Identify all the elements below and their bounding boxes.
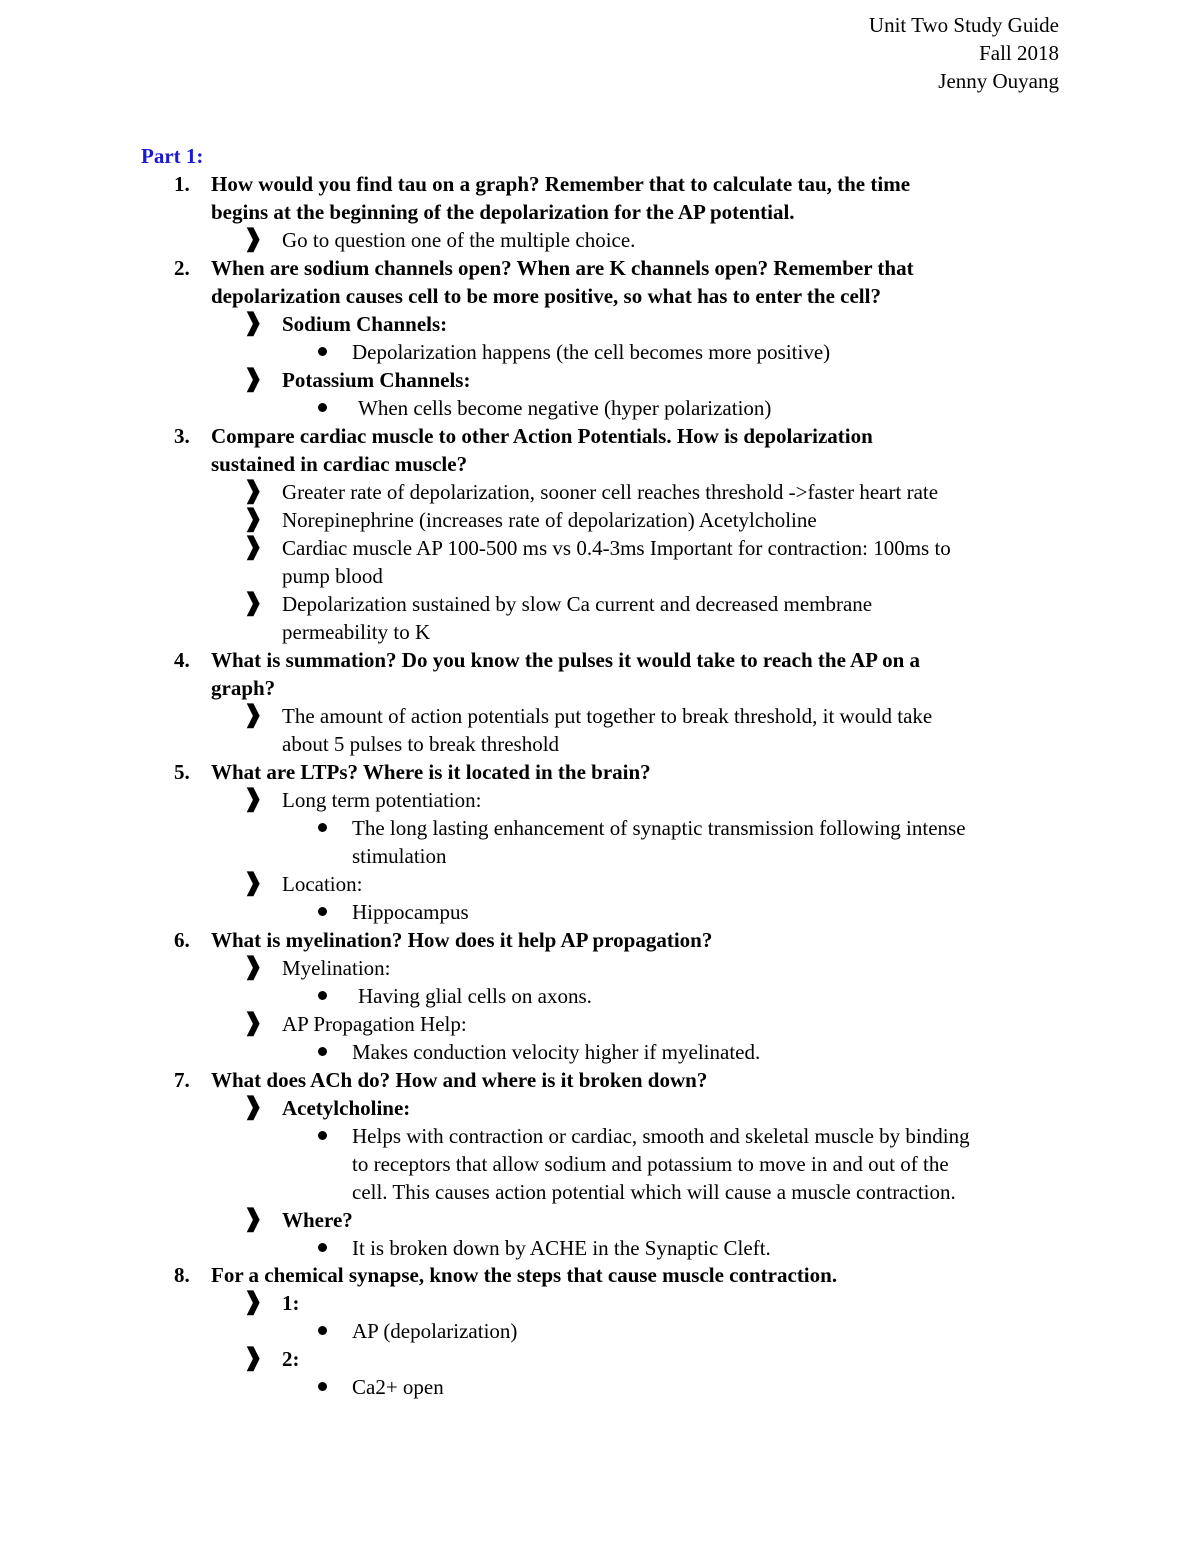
answer-item: about 5 pulses to break threshold <box>282 732 560 756</box>
arrow-bullet-icon: ❱ <box>243 366 264 392</box>
question-text: What does ACh do? How and where is it broken down? <box>211 1068 708 1092</box>
question-number: 7. <box>174 1068 190 1092</box>
doc-term: Fall 2018 <box>979 41 1059 65</box>
question-text: depolarization causes cell to be more positive, so what has to enter the cell? <box>211 284 881 308</box>
arrow-bullet-icon: ❱ <box>243 590 264 616</box>
question-text: What are LTPs? Where is it located in the brain? <box>211 760 651 784</box>
doc-title: Unit Two Study Guide <box>868 13 1059 37</box>
question-text: How would you find tau on a graph? Remember that to calculate tau, the time <box>211 172 911 196</box>
answer-item: permeability to K <box>282 620 431 644</box>
doc-author: Jenny Ouyang <box>938 69 1059 93</box>
dot-bullet-icon <box>318 1243 327 1252</box>
arrow-bullet-icon: ❱ <box>243 870 264 896</box>
answer-heading: Long term potentiation: <box>282 788 482 812</box>
arrow-bullet-icon: ❱ <box>243 1345 264 1371</box>
arrow-bullet-icon: ❱ <box>243 478 264 504</box>
answer-detail: to receptors that allow sodium and potassium to move in and out of the <box>352 1152 949 1176</box>
answer-detail: The long lasting enhancement of synaptic transmission following intense <box>352 816 966 840</box>
dot-bullet-icon <box>318 1047 327 1056</box>
arrow-bullet-icon: ❱ <box>243 786 264 812</box>
answer-item: The amount of action potentials put together to break threshold, it would take <box>282 704 933 728</box>
question-text: Compare cardiac muscle to other Action Potentials. How is depolarization <box>211 424 873 448</box>
answer-heading: Sodium Channels: <box>282 312 448 336</box>
answer-detail: stimulation <box>352 844 447 868</box>
answer-detail: It is broken down by ACHE in the Synaptic Cleft. <box>352 1236 771 1260</box>
arrow-bullet-icon: ❱ <box>243 534 264 560</box>
answer-heading: Acetylcholine: <box>282 1096 411 1120</box>
dot-bullet-icon <box>318 823 327 832</box>
question-number: 4. <box>174 648 190 672</box>
answer-detail: Having glial cells on axons. <box>358 984 592 1008</box>
answer-detail: When cells become negative (hyper polarization) <box>358 396 772 420</box>
answer-detail: Ca2+ open <box>352 1375 444 1399</box>
question-text: For a chemical synapse, know the steps that cause muscle contraction. <box>211 1263 838 1287</box>
answer-item: Go to question one of the multiple choice. <box>282 228 636 252</box>
question-text: graph? <box>211 676 276 700</box>
answer-item: Greater rate of depolarization, sooner cell reaches threshold ->faster heart rate <box>282 480 939 504</box>
answer-item: Norepinephrine (increases rate of depolarization) Acetylcholine <box>282 508 817 532</box>
answer-item: pump blood <box>282 564 383 588</box>
question-text: What is summation? Do you know the pulses it would take to reach the AP on a <box>211 648 921 672</box>
answer-item: Cardiac muscle AP 100-500 ms vs 0.4-3ms Important for contraction: 100ms to <box>282 536 951 560</box>
arrow-bullet-icon: ❱ <box>243 1289 264 1315</box>
question-number: 6. <box>174 928 190 952</box>
question-number: 3. <box>174 424 190 448</box>
answer-heading: Where? <box>282 1208 353 1232</box>
answer-detail: Depolarization happens (the cell becomes more positive) <box>352 340 831 364</box>
arrow-bullet-icon: ❱ <box>243 1094 264 1120</box>
answer-heading: AP Propagation Help: <box>282 1012 467 1036</box>
dot-bullet-icon <box>318 907 327 916</box>
arrow-bullet-icon: ❱ <box>243 1206 264 1232</box>
dot-bullet-icon <box>318 991 327 1000</box>
answer-heading: Potassium Channels: <box>282 368 471 392</box>
answer-heading: Myelination: <box>282 956 391 980</box>
answer-item: Depolarization sustained by slow Ca current and decreased membrane <box>282 592 873 616</box>
answer-detail: cell. This causes action potential which will cause a muscle contraction. <box>352 1180 956 1204</box>
part-heading: Part 1: <box>141 144 204 168</box>
question-number: 5. <box>174 760 190 784</box>
question-text: When are sodium channels open? When are K channels open? Remember that <box>211 256 914 280</box>
dot-bullet-icon <box>318 1326 327 1335</box>
dot-bullet-icon <box>318 1131 327 1140</box>
arrow-bullet-icon: ❱ <box>243 1010 264 1036</box>
arrow-bullet-icon: ❱ <box>243 506 264 532</box>
question-number: 8. <box>174 1263 190 1287</box>
arrow-bullet-icon: ❱ <box>243 310 264 336</box>
arrow-bullet-icon: ❱ <box>243 954 264 980</box>
answer-detail: Helps with contraction or cardiac, smooth and skeletal muscle by binding <box>352 1124 970 1148</box>
arrow-bullet-icon: ❱ <box>243 226 264 252</box>
answer-heading: 1: <box>282 1291 300 1315</box>
answer-detail: AP (depolarization) <box>352 1319 518 1343</box>
answer-heading: 2: <box>282 1347 300 1371</box>
answer-detail: Makes conduction velocity higher if myelinated. <box>352 1040 761 1064</box>
arrow-bullet-icon: ❱ <box>243 702 264 728</box>
answer-heading: Location: <box>282 872 363 896</box>
dot-bullet-icon <box>318 403 327 412</box>
question-text: What is myelination? How does it help AP propagation? <box>211 928 713 952</box>
answer-detail: Hippocampus <box>352 900 469 924</box>
dot-bullet-icon <box>318 347 327 356</box>
question-number: 1. <box>174 172 190 196</box>
question-number: 2. <box>174 256 190 280</box>
dot-bullet-icon <box>318 1382 327 1391</box>
question-text: sustained in cardiac muscle? <box>211 452 468 476</box>
question-text: begins at the beginning of the depolarization for the AP potential. <box>211 200 795 224</box>
